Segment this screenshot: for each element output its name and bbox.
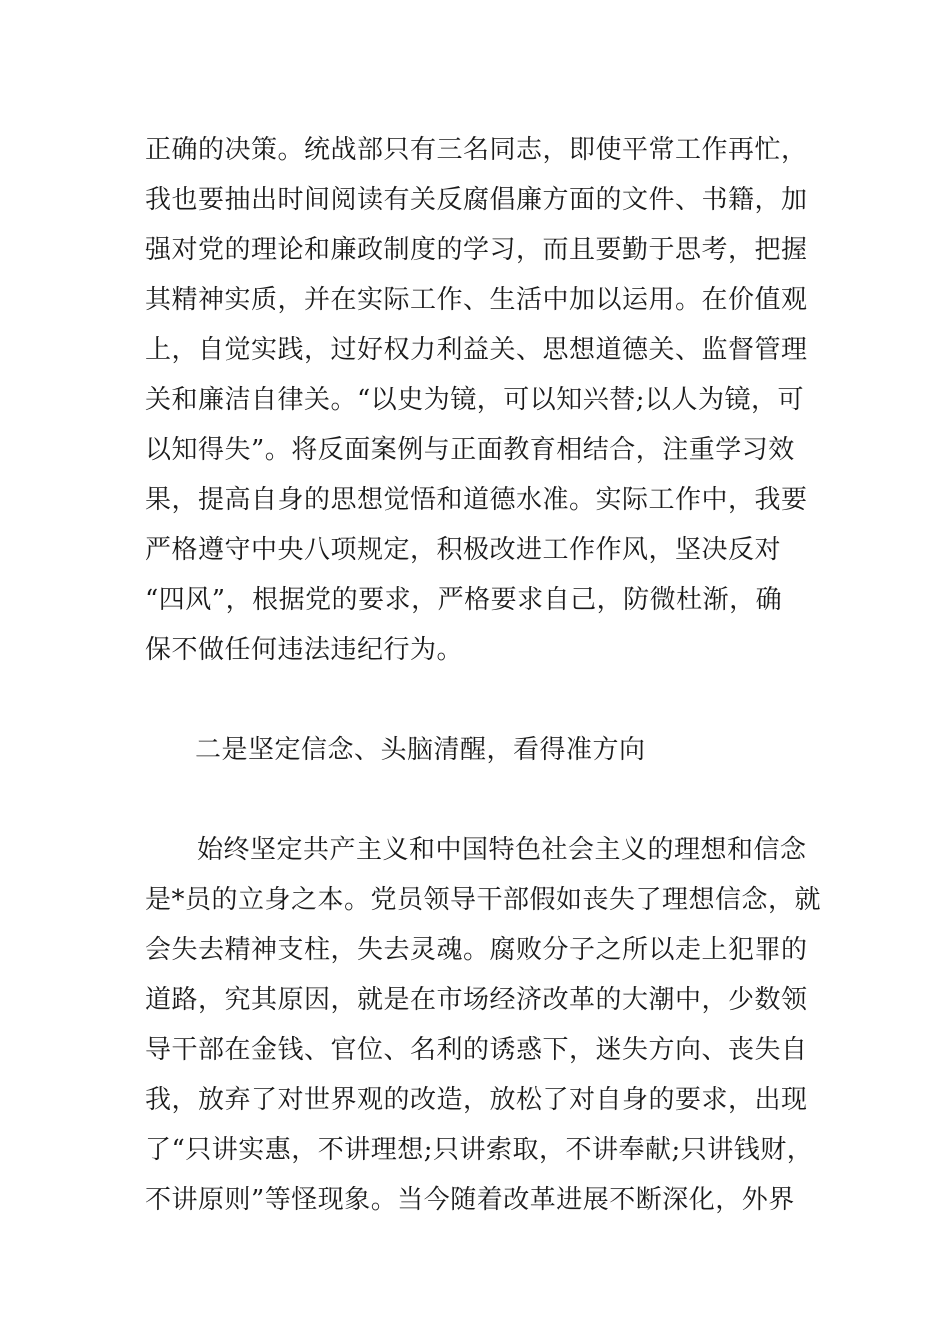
- paragraph-1-line-9: 严格遵守中央八项规定，积极改进工作作风，坚决反对: [145, 535, 782, 565]
- paragraph-1-line-1: 正确的决策。统战部只有三名同志，即使平常工作再忙，: [145, 135, 808, 165]
- paragraph-2-line-8: 不讲原则”等怪现象。当今随着改革进展不断深化，外界: [145, 1185, 795, 1215]
- paragraph-1-line-5: 上，自觉实践，过好权力利益关、思想道德关、监督管理: [145, 335, 808, 365]
- paragraph-2-line-1: 始终坚定共产主义和中国特色社会主义的理想和信念: [197, 835, 807, 865]
- paragraph-2-line-4: 道路，究其原因，就是在市场经济改革的大潮中，少数领: [145, 985, 808, 1015]
- paragraph-1-line-8: 果，提高自身的思想觉悟和道德水准。实际工作中，我要: [145, 485, 808, 515]
- paragraph-2-line-7: 了“只讲实惠，不讲理想;只讲索取，不讲奉献;只讲钱财，: [145, 1135, 814, 1165]
- paragraph-1-line-11: 保不做任何违法违纪行为。: [145, 635, 464, 665]
- paragraph-1-line-2: 我也要抽出时间阅读有关反腐倡廉方面的文件、书籍，加: [145, 185, 808, 215]
- paragraph-2-line-2: 是*员的立身之本。党员领导干部假如丧失了理想信念，就: [145, 885, 822, 915]
- paragraph-2-line-3: 会失去精神支柱，失去灵魂。腐败分子之所以走上犯罪的: [145, 935, 808, 965]
- paragraph-1-line-4: 其精神实质，并在实际工作、生活中加以运用。在价值观: [145, 285, 808, 315]
- paragraph-1-line-7: 以知得失”。将反面案例与正面教育相结合，注重学习效: [145, 435, 795, 465]
- paragraph-2-line-6: 我，放弃了对世界观的改造，放松了对自身的要求，出现: [145, 1085, 808, 1115]
- section-heading: 二是坚定信念、头脑清醒，看得准方向: [195, 735, 646, 765]
- paragraph-1-line-3: 强对党的理论和廉政制度的学习，而且要勤于思考，把握: [145, 235, 808, 265]
- paragraph-1-line-10: “四风”，根据党的要求，严格要求自己，防微杜渐，确: [145, 585, 783, 615]
- paragraph-1-line-6: 关和廉洁自律关。“以史为镜，可以知兴替;以人为镜，可: [145, 385, 805, 415]
- paragraph-2-line-5: 导干部在金钱、官位、名利的诱惑下，迷失方向、丧失自: [145, 1035, 808, 1065]
